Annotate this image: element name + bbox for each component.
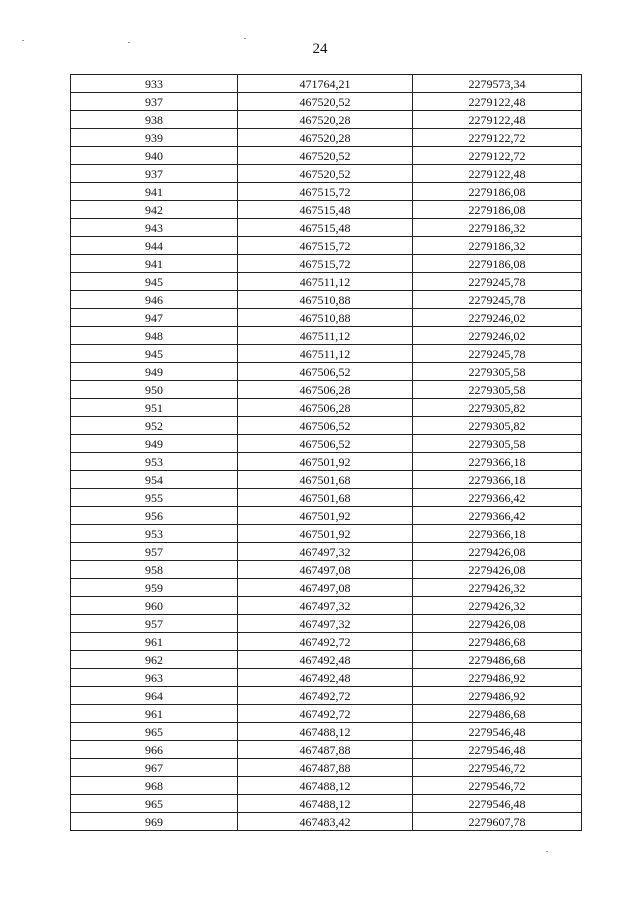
table-row <box>71 255 582 273</box>
y-coordinate-cell: 2279426,08 <box>413 561 582 579</box>
point-number-cell: 945 <box>71 273 238 291</box>
y-coordinate-cell: 2279366,42 <box>413 489 582 507</box>
point-number-cell: 950 <box>71 381 238 399</box>
point-number-cell: 938 <box>71 111 238 129</box>
point-number-cell: 957 <box>71 615 238 633</box>
x-coordinate-cell: 467501,92 <box>238 507 413 525</box>
x-coordinate-cell: 467497,32 <box>238 597 413 615</box>
y-coordinate-cell: 2279245,78 <box>413 273 582 291</box>
table-row <box>71 543 582 561</box>
point-number-cell: 965 <box>71 795 238 813</box>
table-row <box>71 705 582 723</box>
table-row <box>71 219 582 237</box>
table-row <box>71 471 582 489</box>
table-row <box>71 75 582 93</box>
point-number-cell: 963 <box>71 669 238 687</box>
x-coordinate-cell: 467492,72 <box>238 687 413 705</box>
y-coordinate-cell: 2279486,68 <box>413 651 582 669</box>
x-coordinate-cell: 467501,68 <box>238 489 413 507</box>
y-coordinate-cell: 2279122,48 <box>413 93 582 111</box>
y-coordinate-cell: 2279546,48 <box>413 795 582 813</box>
table-row <box>71 327 582 345</box>
table-row <box>71 723 582 741</box>
table-row <box>71 669 582 687</box>
point-number-cell: 957 <box>71 543 238 561</box>
table-row <box>71 273 582 291</box>
y-coordinate-cell: 2279186,08 <box>413 183 582 201</box>
coordinates-table <box>70 74 582 831</box>
table-row <box>71 201 582 219</box>
table-row <box>71 579 582 597</box>
table-row <box>71 147 582 165</box>
table-row <box>71 309 582 327</box>
y-coordinate-cell: 2279246,02 <box>413 327 582 345</box>
table-row <box>71 633 582 651</box>
y-coordinate-cell: 2279245,78 <box>413 345 582 363</box>
y-coordinate-cell: 2279186,32 <box>413 237 582 255</box>
point-number-cell: 943 <box>71 219 238 237</box>
table-row <box>71 399 582 417</box>
table-row <box>71 111 582 129</box>
table-row <box>71 417 582 435</box>
x-coordinate-cell: 467520,52 <box>238 93 413 111</box>
x-coordinate-cell: 467492,72 <box>238 633 413 651</box>
x-coordinate-cell: 467492,48 <box>238 651 413 669</box>
x-coordinate-cell: 467497,32 <box>238 615 413 633</box>
x-coordinate-cell: 467497,08 <box>238 579 413 597</box>
y-coordinate-cell: 2279607,78 <box>413 813 582 831</box>
point-number-cell: 939 <box>71 129 238 147</box>
point-number-cell: 956 <box>71 507 238 525</box>
table-row <box>71 795 582 813</box>
table-row <box>71 597 582 615</box>
x-coordinate-cell: 467501,68 <box>238 471 413 489</box>
point-number-cell: 961 <box>71 633 238 651</box>
x-coordinate-cell: 467515,72 <box>238 255 413 273</box>
point-number-cell: 941 <box>71 255 238 273</box>
page-number: 24 <box>312 41 328 57</box>
x-coordinate-cell: 467511,12 <box>238 345 413 363</box>
y-coordinate-cell: 2279305,58 <box>413 381 582 399</box>
y-coordinate-cell: 2279546,72 <box>413 777 582 795</box>
y-coordinate-cell: 2279546,48 <box>413 723 582 741</box>
table-row <box>71 741 582 759</box>
x-coordinate-cell: 467515,48 <box>238 201 413 219</box>
x-coordinate-cell: 467506,52 <box>238 363 413 381</box>
y-coordinate-cell: 2279186,32 <box>413 219 582 237</box>
point-number-cell: 940 <box>71 147 238 165</box>
point-number-cell: 947 <box>71 309 238 327</box>
scan-speck <box>244 38 246 39</box>
table-row <box>71 525 582 543</box>
point-number-cell: 945 <box>71 345 238 363</box>
point-number-cell: 961 <box>71 705 238 723</box>
x-coordinate-cell: 467515,48 <box>238 219 413 237</box>
x-coordinate-cell: 467501,92 <box>238 525 413 543</box>
y-coordinate-cell: 2279486,92 <box>413 669 582 687</box>
point-number-cell: 948 <box>71 327 238 345</box>
point-number-cell: 946 <box>71 291 238 309</box>
y-coordinate-cell: 2279122,72 <box>413 129 582 147</box>
y-coordinate-cell: 2279366,42 <box>413 507 582 525</box>
point-number-cell: 966 <box>71 741 238 759</box>
point-number-cell: 955 <box>71 489 238 507</box>
x-coordinate-cell: 467506,52 <box>238 435 413 453</box>
y-coordinate-cell: 2279426,32 <box>413 579 582 597</box>
y-coordinate-cell: 2279122,48 <box>413 165 582 183</box>
x-coordinate-cell: 467506,28 <box>238 381 413 399</box>
y-coordinate-cell: 2279305,58 <box>413 363 582 381</box>
y-coordinate-cell: 2279305,82 <box>413 417 582 435</box>
point-number-cell: 967 <box>71 759 238 777</box>
point-number-cell: 944 <box>71 237 238 255</box>
x-coordinate-cell: 467515,72 <box>238 237 413 255</box>
point-number-cell: 949 <box>71 363 238 381</box>
table-row <box>71 507 582 525</box>
table-row <box>71 291 582 309</box>
y-coordinate-cell: 2279305,58 <box>413 435 582 453</box>
table-row <box>71 489 582 507</box>
y-coordinate-cell: 2279486,92 <box>413 687 582 705</box>
table-row <box>71 615 582 633</box>
point-number-cell: 969 <box>71 813 238 831</box>
y-coordinate-cell: 2279366,18 <box>413 471 582 489</box>
point-number-cell: 941 <box>71 183 238 201</box>
x-coordinate-cell: 467487,88 <box>238 759 413 777</box>
y-coordinate-cell: 2279186,08 <box>413 255 582 273</box>
x-coordinate-cell: 467511,12 <box>238 273 413 291</box>
table-row <box>71 759 582 777</box>
table-row <box>71 93 582 111</box>
y-coordinate-cell: 2279122,48 <box>413 111 582 129</box>
y-coordinate-cell: 2279246,02 <box>413 309 582 327</box>
x-coordinate-cell: 467497,32 <box>238 543 413 561</box>
y-coordinate-cell: 2279122,72 <box>413 147 582 165</box>
scan-speck <box>22 40 24 41</box>
x-coordinate-cell: 467520,28 <box>238 111 413 129</box>
x-coordinate-cell: 467497,08 <box>238 561 413 579</box>
x-coordinate-cell: 467487,88 <box>238 741 413 759</box>
x-coordinate-cell: 467506,52 <box>238 417 413 435</box>
y-coordinate-cell: 2279186,08 <box>413 201 582 219</box>
point-number-cell: 933 <box>71 75 238 93</box>
table-row <box>71 687 582 705</box>
x-coordinate-cell: 471764,21 <box>238 75 413 93</box>
y-coordinate-cell: 2279366,18 <box>413 525 582 543</box>
point-number-cell: 960 <box>71 597 238 615</box>
x-coordinate-cell: 467520,52 <box>238 147 413 165</box>
y-coordinate-cell: 2279426,32 <box>413 597 582 615</box>
x-coordinate-cell: 467483,42 <box>238 813 413 831</box>
x-coordinate-cell: 467492,72 <box>238 705 413 723</box>
point-number-cell: 953 <box>71 453 238 471</box>
y-coordinate-cell: 2279305,82 <box>413 399 582 417</box>
x-coordinate-cell: 467511,12 <box>238 327 413 345</box>
y-coordinate-cell: 2279245,78 <box>413 291 582 309</box>
y-coordinate-cell: 2279486,68 <box>413 705 582 723</box>
table-row <box>71 777 582 795</box>
point-number-cell: 954 <box>71 471 238 489</box>
table-row <box>71 183 582 201</box>
point-number-cell: 968 <box>71 777 238 795</box>
x-coordinate-cell: 467488,12 <box>238 777 413 795</box>
x-coordinate-cell: 467488,12 <box>238 795 413 813</box>
coordinates-table-body <box>71 75 582 831</box>
x-coordinate-cell: 467515,72 <box>238 183 413 201</box>
point-number-cell: 952 <box>71 417 238 435</box>
x-coordinate-cell: 467510,88 <box>238 309 413 327</box>
y-coordinate-cell: 2279546,72 <box>413 759 582 777</box>
table-row <box>71 813 582 831</box>
scan-speck <box>128 42 130 43</box>
table-row <box>71 453 582 471</box>
point-number-cell: 942 <box>71 201 238 219</box>
y-coordinate-cell: 2279546,48 <box>413 741 582 759</box>
y-coordinate-cell: 2279366,18 <box>413 453 582 471</box>
table-row <box>71 435 582 453</box>
point-number-cell: 959 <box>71 579 238 597</box>
table-row <box>71 165 582 183</box>
y-coordinate-cell: 2279426,08 <box>413 543 582 561</box>
table-row <box>71 651 582 669</box>
x-coordinate-cell: 467506,28 <box>238 399 413 417</box>
x-coordinate-cell: 467520,28 <box>238 129 413 147</box>
table-row <box>71 129 582 147</box>
x-coordinate-cell: 467492,48 <box>238 669 413 687</box>
point-number-cell: 953 <box>71 525 238 543</box>
point-number-cell: 951 <box>71 399 238 417</box>
x-coordinate-cell: 467501,92 <box>238 453 413 471</box>
table-row <box>71 345 582 363</box>
point-number-cell: 962 <box>71 651 238 669</box>
point-number-cell: 937 <box>71 93 238 111</box>
point-number-cell: 964 <box>71 687 238 705</box>
point-number-cell: 958 <box>71 561 238 579</box>
y-coordinate-cell: 2279573,34 <box>413 75 582 93</box>
x-coordinate-cell: 467520,52 <box>238 165 413 183</box>
x-coordinate-cell: 467488,12 <box>238 723 413 741</box>
point-number-cell: 949 <box>71 435 238 453</box>
table-row <box>71 381 582 399</box>
table-row <box>71 561 582 579</box>
x-coordinate-cell: 467510,88 <box>238 291 413 309</box>
table-row <box>71 237 582 255</box>
scan-speck <box>546 851 548 852</box>
point-number-cell: 965 <box>71 723 238 741</box>
point-number-cell: 937 <box>71 165 238 183</box>
y-coordinate-cell: 2279426,08 <box>413 615 582 633</box>
table-row <box>71 363 582 381</box>
y-coordinate-cell: 2279486,68 <box>413 633 582 651</box>
